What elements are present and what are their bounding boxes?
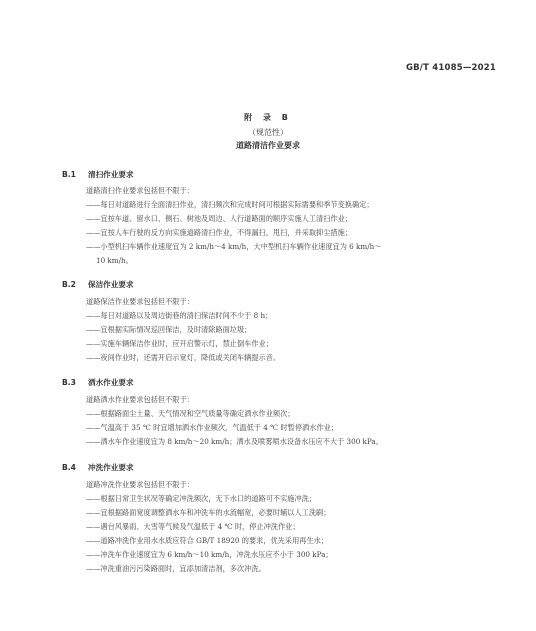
section-title: 保洁作业要求 — [88, 280, 134, 289]
standard-number: GB/T 41085—2021 — [405, 63, 496, 73]
paragraph-line: 道路冲洗作业要求包括但不限于： — [86, 480, 194, 489]
section-title: 清扫作业要求 — [88, 170, 134, 179]
list-item: ——根据路面尘土量、天气情况和空气质量等确定洒水作业频次； — [86, 409, 295, 418]
list-item: ——洒水车作业速度宜为 8 km/h～20 km/h；洒水及喷雾喷水设备水压应不大于 300 kPa。 — [86, 437, 383, 446]
section-number: B.2 — [62, 280, 76, 289]
list-item: ——冲洗车作业速度宜为 6 km/h～10 km/h，冲洗水压应不小于 300 kPa； — [86, 550, 333, 559]
list-item: ——实施车辆保洁作业时，应开启警示灯，禁止倒车作业； — [86, 339, 273, 348]
paragraph-line: 道路清扫作业要求包括但不限于： — [86, 186, 194, 195]
section-heading-b2 — [62, 279, 134, 290]
list-item: ——根据日常卫生状况等确定冲洗频次，无下水口的道路可不实施冲洗； — [86, 494, 317, 503]
list-item: ——小型机扫车辆作业速度宜为 2 km/h～4 km/h，大中型机扫车辆作业速度宜为 6 km/h～ — [86, 242, 382, 251]
appendix-normative-label: （规范性） — [248, 128, 288, 137]
list-item: ——每日对道路进行全面清扫作业，清扫频次和完成时间可根据实际需要和季节变换确定； — [86, 200, 374, 209]
list-item: ——冲洗重油污污染路面时，宜添加清洁剂，多次冲洗。 — [86, 564, 266, 573]
section-title: 洒水作业要求 — [88, 378, 134, 387]
appendix-title: 附 录 B — [244, 113, 292, 122]
section-heading-b3 — [62, 377, 134, 388]
paragraph-line: 道路保洁作业要求包括但不限于： — [86, 297, 194, 306]
list-item: ——道路冲洗作业用水水质应符合 GB/T 18920 的要求，优先采用再生水； — [86, 536, 329, 545]
list-item: ——夜间作业时，还需开启示宽灯，降低或关闭车辆提示音。 — [86, 353, 281, 362]
list-item: ——宜按人车行驶的反方向实施道路清扫作业，不得漏扫，甩扫，并采取抑尘措施； — [86, 228, 352, 237]
section-title: 冲洗作业要求 — [88, 463, 134, 472]
list-item-continuation: 10 km/h。 — [96, 256, 133, 265]
list-item: ——宜根据路面宽度调整洒水车和冲洗车的水流幅宽，必要时辅以人工洗刷； — [86, 508, 331, 517]
section-number: B.3 — [62, 378, 76, 387]
section-heading-b1 — [62, 169, 134, 180]
list-item: ——每日对道路以及周边街巷的清扫保洁时间不少于 8 h； — [86, 311, 273, 320]
appendix-name: 道路清洁作业要求 — [236, 141, 300, 150]
section-number: B.1 — [62, 170, 76, 179]
section-number: B.4 — [62, 463, 76, 472]
list-item: ——宜按车道、留水口、侧石、树池及周边、人行道路面的顺序实施人工清扫作业； — [86, 214, 352, 223]
list-item: ——气温高于 35 ℃ 时宜增加洒水作业频次，气温低于 4 ℃ 时暂停洒水作业； — [86, 423, 338, 432]
paragraph-line: 道路洒水作业要求包括但不限于： — [86, 395, 194, 404]
list-item: ——遇台风暴雨、大雪等气候及气温低于 4 ℃ 时，停止冲洗作业； — [86, 522, 300, 531]
list-item: ——宜根据实际情况巡回保洁，及时清除路面垃圾； — [86, 325, 252, 334]
section-heading-b4 — [62, 462, 134, 473]
